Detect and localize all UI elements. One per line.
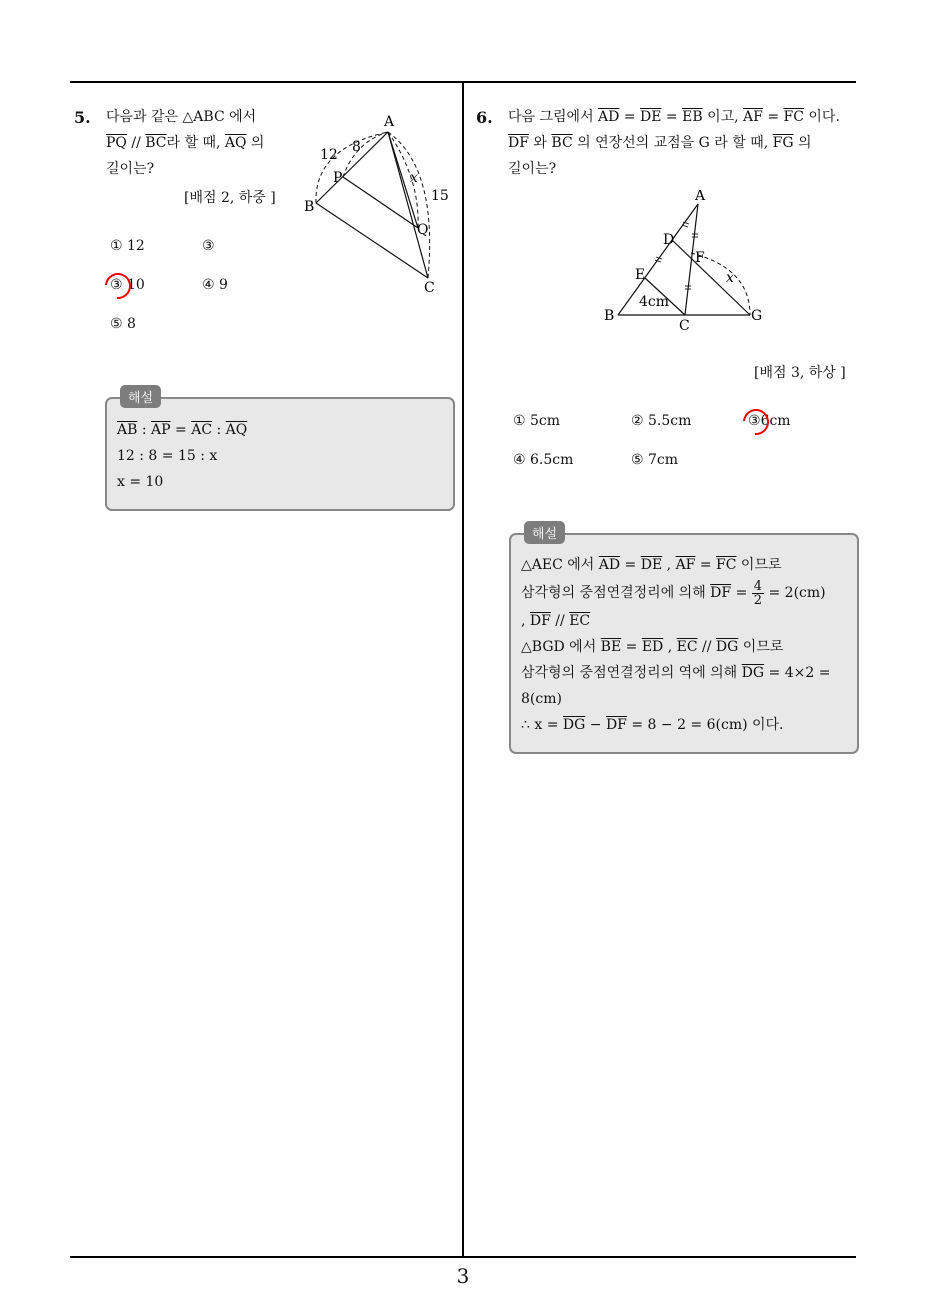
label-d: D (663, 232, 675, 248)
question-line: $\overline{PQ} // \overline{BC}$라 할 때, $\overline{AQ}$ 의 (106, 135, 265, 151)
solution-line: 삼각형의 중점연결정리의 역에 의해 $\overline{DG} = 4\times 2$ = (521, 665, 831, 681)
solution-content (521, 552, 851, 738)
answer-mark (738, 404, 775, 441)
solution-content (117, 417, 247, 495)
solution-line: x = 10 (117, 474, 164, 490)
question-line: 길이는? (106, 161, 155, 177)
choice-5[interactable]: ⑤ 8 (110, 316, 136, 332)
label-8: 8 (352, 139, 361, 155)
label-4cm: 4cm (639, 294, 670, 310)
question-line: 다음 그림에서 $\overline{AD} = \overline{DE} = \overline{EB}$ 이고, $\overline{AF} = \overline{FC}$ 이다. (508, 109, 840, 125)
score-info: [배점 2, 하중 ] (184, 190, 276, 206)
label-g: G (751, 308, 763, 324)
choice-5[interactable]: ⑤ 7cm (631, 452, 679, 468)
bottom-rule (70, 1256, 856, 1258)
answer-mark (100, 268, 137, 305)
solution-line: △BGD 에서 $\overline{BE} = \overline{ED}$ , $\overline{EC} // \overline{DG}$ 이므로 (521, 639, 784, 655)
choice-4[interactable]: ④ 6.5cm (513, 452, 574, 468)
label-p: P (333, 170, 343, 186)
question-number: 5. (74, 108, 91, 127)
choice-2[interactable]: ② 5.5cm (631, 413, 692, 429)
solution-line: ∴ $x = \overline{DG} - \overline{DF} = 8 - 2 = 6(cm)$ 이다. (521, 717, 784, 733)
solution-box (105, 397, 455, 511)
side-bc (316, 203, 428, 278)
label-12: 12 (320, 147, 338, 163)
label-a: A (695, 190, 706, 204)
score-info: [배점 3, 하상 ] (754, 365, 846, 381)
choice-3-selected[interactable]: ③ 10 (110, 277, 145, 293)
side-ac (388, 132, 428, 278)
triangle-figure (600, 190, 770, 335)
label-b: B (304, 199, 315, 215)
solution-line: 12 : 8 = 15 : x (117, 448, 218, 464)
label-b: B (604, 308, 615, 324)
question-line: 길이는? (508, 161, 557, 177)
choice-3-selected[interactable]: ③ 6cm (748, 413, 791, 429)
page-number: 3 (456, 1264, 470, 1288)
label-q: Q (417, 222, 429, 238)
choice-2[interactable]: ③ (202, 238, 215, 254)
column-divider (462, 82, 464, 1258)
solution-line: , $\overline{DF} // \overline{EC}$ (521, 613, 591, 629)
solution-line: $\overline{AB}$ : $\overline{AP} = \overline{AC}$ : $\overline{AQ}$ (117, 422, 248, 438)
label-e: E (635, 267, 646, 283)
choice-1[interactable]: ① 5cm (513, 413, 561, 429)
solution-tag: 해설 (120, 385, 161, 408)
label-15: 15 (431, 188, 449, 204)
solution-line: 삼각형의 중점연결정리에 의해 $\overline{DF}$ = $\frac{4}{2}$ = 2(cm) (521, 578, 826, 608)
triangle-figure (300, 108, 460, 298)
label-c: C (424, 280, 435, 296)
label-c: C (679, 318, 690, 334)
label-x: x (726, 270, 734, 286)
solution-line: 8(cm) (521, 691, 562, 707)
label-f: F (695, 250, 705, 266)
choice-1[interactable]: ① 12 (110, 238, 145, 254)
fraction: $\frac{4}{2}$ (753, 578, 763, 608)
segment-dg (672, 240, 750, 315)
solution-tag: 해설 (524, 521, 565, 544)
solution-box (509, 533, 859, 754)
question-text (508, 104, 858, 182)
question-line: 다음과 같은 △ABC 에서 (106, 109, 257, 125)
label-a: A (384, 114, 395, 130)
question-text (106, 104, 296, 182)
choice-4[interactable]: ④ 9 (202, 277, 228, 293)
question-number: 6. (476, 108, 493, 127)
label-x: x (410, 170, 418, 186)
question-line: $\overline{DF}$ 와 $\overline{BC}$ 의 연장선의 교점을 G 라 할 때, $\overline{FG}$ 의 (508, 135, 812, 151)
solution-line: △AEC 에서 $\overline{AD} = \overline{DE}$ , $\overline{AF} = \overline{FC}$ 이므로 (521, 557, 782, 573)
